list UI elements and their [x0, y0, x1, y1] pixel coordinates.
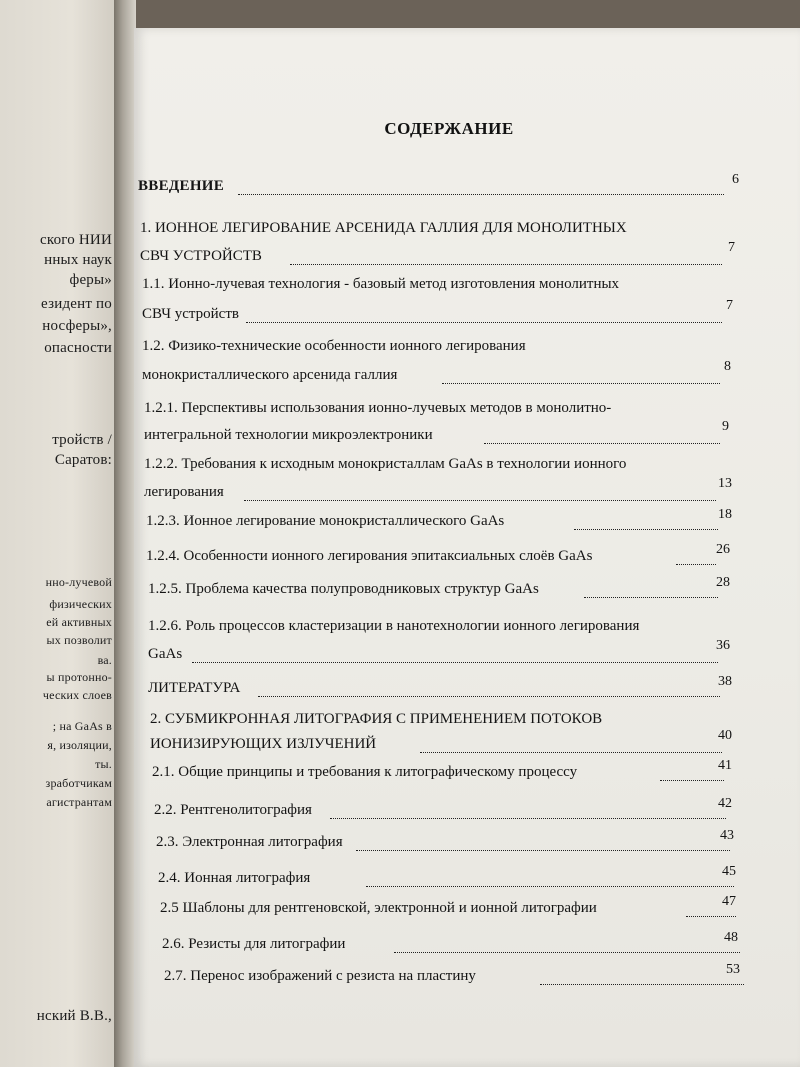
toc-page-number: 48 [724, 930, 738, 945]
right-page [134, 28, 800, 1067]
left-page-line: феры» [69, 272, 112, 288]
toc-entry-title: ЛИТЕРАТУРА [148, 680, 241, 696]
toc-entry-title: ВВЕДЕНИЕ [138, 178, 225, 194]
dot-leader [660, 780, 724, 781]
left-page-line: нно-лучевой [45, 575, 112, 589]
left-page-line: ва. [97, 653, 112, 667]
toc-entry-title: 1.2. Физико-технические особенности ионного легирования [142, 338, 526, 354]
toc-page-number: 36 [716, 638, 730, 653]
toc-entry-title: 1.2.2. Требования к исходным монокристаллам GaAs в технологии ионного [144, 456, 627, 472]
toc-entry-title: 2. СУБМИКРОННАЯ ЛИТОГРАФИЯ С ПРИМЕНЕНИЕМ ПОТОКОВ [150, 711, 603, 727]
left-page-line: ческих слоев [42, 688, 112, 702]
toc-page-number: 8 [724, 359, 731, 374]
dot-leader [574, 529, 718, 530]
dot-leader [540, 984, 744, 985]
left-page-line: ей активных [46, 615, 112, 629]
left-page [0, 0, 120, 1067]
dot-leader [290, 264, 722, 265]
page-title: СОДЕРЖАНИЕ [384, 119, 514, 138]
toc-page-number: 45 [722, 864, 736, 879]
toc-entry-continuation: GaAs [148, 646, 183, 662]
toc-page-number: 18 [718, 507, 732, 522]
dot-leader [246, 322, 722, 323]
toc-entry-title: 2.3. Электронная литография [156, 834, 343, 850]
toc-entry-title: 1.2.1. Перспективы использования ионно-лучевых методов в монолитно- [144, 400, 612, 416]
toc-entry-continuation: легирования [144, 484, 224, 500]
left-page-line: агистрантам [46, 795, 112, 809]
left-page-line: нных наук [44, 252, 112, 268]
toc-entry-title: 1.2.6. Роль процессов кластеризации в нанотехнологии ионного легирования [148, 618, 640, 634]
toc-entry-title: 2.5 Шаблоны для рентгеновской, электронной и ионной литографии [160, 900, 597, 916]
toc-page-number: 42 [718, 796, 732, 811]
dot-leader [676, 564, 716, 565]
toc-page-number: 47 [722, 894, 736, 909]
left-page-line: носферы», [42, 318, 112, 334]
toc-page-number: 41 [718, 758, 732, 773]
left-page-line: Саратов: [54, 452, 112, 468]
dot-leader [420, 752, 722, 753]
toc-entry-continuation: ИОНИЗИРУЮЩИХ ИЗЛУЧЕНИЙ [150, 736, 377, 752]
left-page-line: нский В.В., [36, 1008, 112, 1024]
toc-page-number: 40 [718, 728, 732, 743]
toc-entry-title: 1.1. Ионно-лучевая технология - базовый метод изготовления монолитных [142, 276, 620, 292]
toc-entry-title: 2.4. Ионная литография [158, 870, 311, 886]
left-page-line: ы протонно- [46, 670, 112, 684]
toc-entry-title: 1.2.3. Ионное легирование монокристаллического GaAs [146, 513, 505, 529]
left-page-line: я, изоляции, [47, 738, 112, 752]
dot-leader [686, 916, 736, 917]
book-gutter [114, 0, 136, 1067]
dot-leader [244, 500, 716, 501]
dot-leader [192, 662, 718, 663]
left-page-line: ты. [95, 757, 112, 771]
toc-page-number: 13 [718, 476, 732, 491]
left-page-line: тройств / [52, 432, 112, 448]
toc-entry-title: 2.2. Рентгенолитография [154, 802, 312, 818]
left-page-line: физических [49, 597, 112, 611]
left-page-line: езидент по [41, 296, 112, 312]
dot-leader [258, 696, 720, 697]
toc-page-number: 26 [716, 542, 730, 557]
toc-entry-title: 2.7. Перенос изображений с резиста на пластину [164, 968, 476, 984]
toc-entry-title: 2.6. Резисты для литографии [162, 936, 346, 952]
left-page-line: зработчикам [45, 776, 112, 790]
toc-page-number: 6 [732, 172, 739, 187]
left-page-line: опасности [44, 340, 112, 356]
toc-entry-continuation: монокристаллического арсенида галлия [142, 367, 398, 383]
toc-page-number: 28 [716, 575, 730, 590]
dot-leader [442, 383, 720, 384]
dot-leader [584, 597, 718, 598]
toc-page-number: 43 [720, 828, 734, 843]
dot-leader [484, 443, 720, 444]
left-page-line: ых позволит [46, 633, 112, 647]
dot-leader [394, 952, 740, 953]
toc-entry-title: 1. ИОННОЕ ЛЕГИРОВАНИЕ АРСЕНИДА ГАЛЛИЯ ДЛЯ МОНОЛИТНЫХ [140, 220, 627, 236]
toc-entry-continuation: СВЧ УСТРОЙСТВ [140, 248, 262, 264]
toc-page-number: 53 [726, 962, 740, 977]
toc-page-number: 7 [728, 240, 735, 255]
dot-leader [356, 850, 730, 851]
left-page-line: ского НИИ [39, 232, 112, 248]
toc-entry-title: 1.2.4. Особенности ионного легирования эпитаксиальных слоёв GaAs [146, 548, 593, 564]
dot-leader [366, 886, 734, 887]
toc-entry-continuation: интегральной технологии микроэлектроники [144, 427, 433, 443]
toc-page-number: 7 [726, 298, 733, 313]
toc-entry-continuation: СВЧ устройств [142, 306, 239, 322]
left-page-line: ; на GaAs в [52, 719, 112, 733]
dot-leader [238, 194, 724, 195]
toc-entry-title: 1.2.5. Проблема качества полупроводниковых структур GaAs [148, 581, 539, 597]
toc-page-number: 9 [722, 419, 729, 434]
toc-entry-title: 2.1. Общие принципы и требования к литографическому процессу [152, 764, 578, 780]
dot-leader [330, 818, 726, 819]
toc-page-number: 38 [718, 674, 732, 689]
